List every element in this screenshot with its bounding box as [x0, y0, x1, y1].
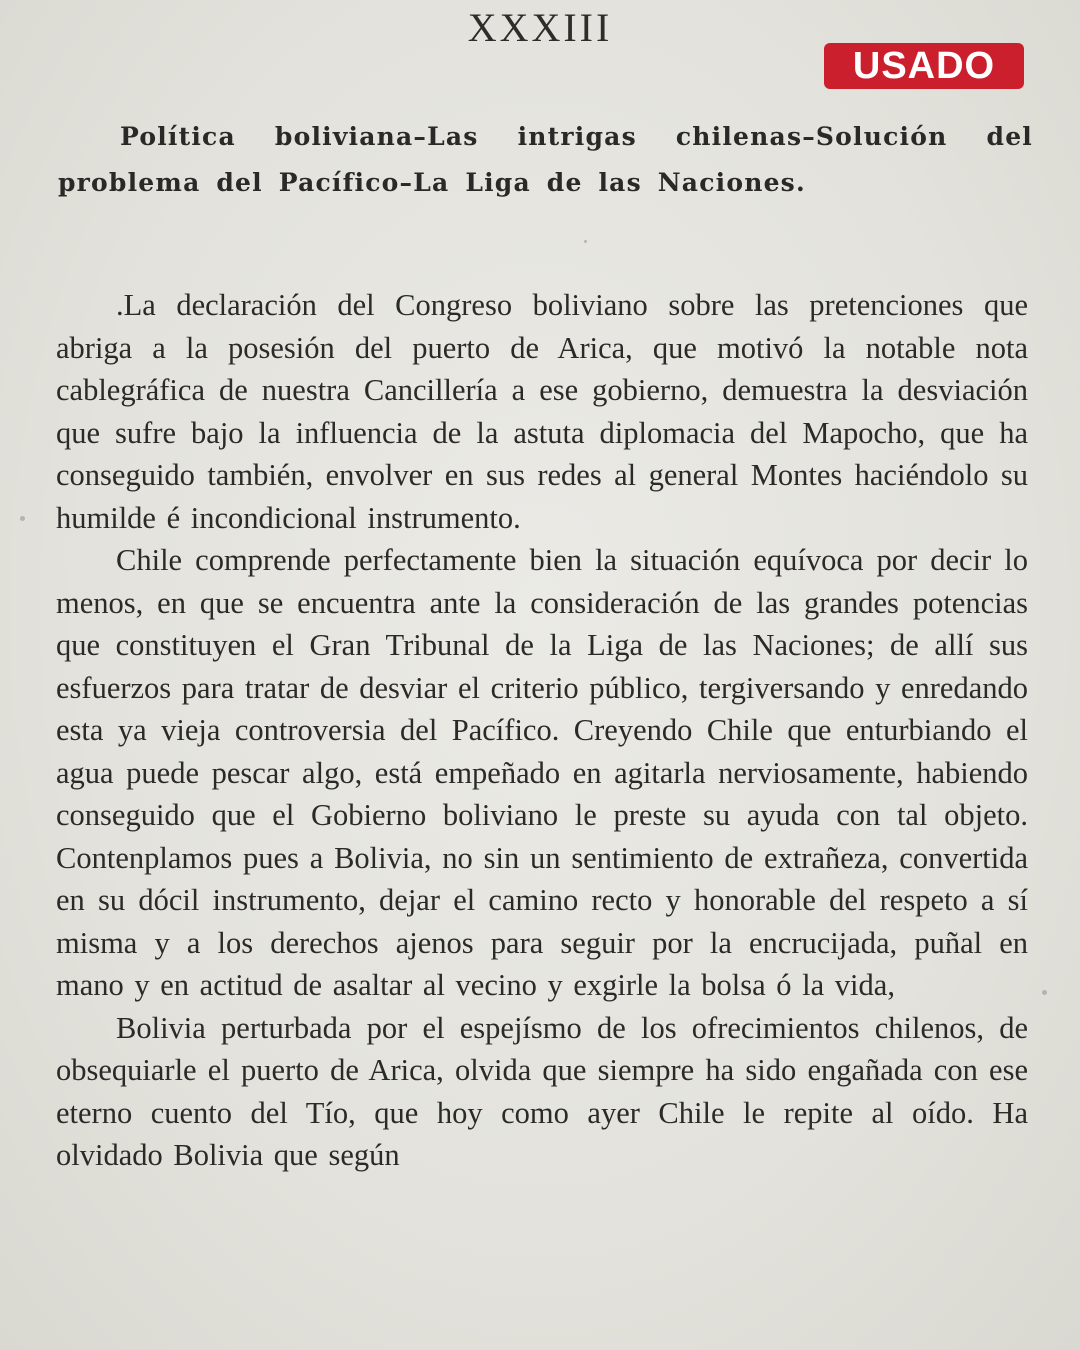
paper-speck: [1042, 990, 1047, 995]
used-badge: USADO: [824, 43, 1024, 89]
paragraph: Chile comprende perfectamente bien la situación equívoca por decir lo menos, en que se encuentra ante la consideración de las grandes potencias que constituyen el Gran Tribunal de la Liga de las Naciones; de allí sus esfuerzos para tratar de desviar el criterio público, tergiversando y enredando esta ya vieja controversia del Pacífico. Creyendo Chile que enturbiando el agua puede pescar algo, está empeñado en agitarla nerviosamente, habiendo conseguido que el Gobierno boliviano le preste su ayuda con tal objeto. Contenplamos pues a Bolivia, no sin un sentimiento de extrañeza, convertida en su dócil instrumento, dejar el camino recto y honorable del respeto a sí misma y a los derechos ajenos para seguir por la encrucijada, puñal en mano y en actitud de asaltar al vecino y exgirle la bolsa ó la vida,: [56, 543, 1028, 1002]
chapter-number: XXXIII: [467, 5, 613, 50]
chapter-summary: Política boliviana–Las intrigas chilenas–Solución del problema del Pacífico–La Liga de las Naciones.: [58, 122, 1033, 197]
paper-speck: [584, 240, 587, 243]
paragraph: Bolivia perturbada por el espejísmo de los ofrecimientos chilenos, de obsequiarle el puerto de Arica, olvida que siempre ha sido engañada con ese eterno cuento del Tío, que hoy como ayer Chile le repite al oído. Ha olvidado Bolivia que según: [56, 1010, 1028, 1172]
paragraph: .La declaración del Congreso boliviano sobre las pretenciones que abriga a la posesión del puerto de Arica, que motivó la notable nota cablegráfica de nuestra Cancillería a ese gobierno, demuestra la desviación que sufre bajo la influencia de la astuta diplomacia del Mapocho, que ha conseguido también, envolver en sus redes al general Montes haciéndolo su humilde é incondicional instrumento.: [56, 288, 1028, 535]
paper-speck: [20, 516, 25, 521]
chapter-body: [56, 284, 1028, 1177]
